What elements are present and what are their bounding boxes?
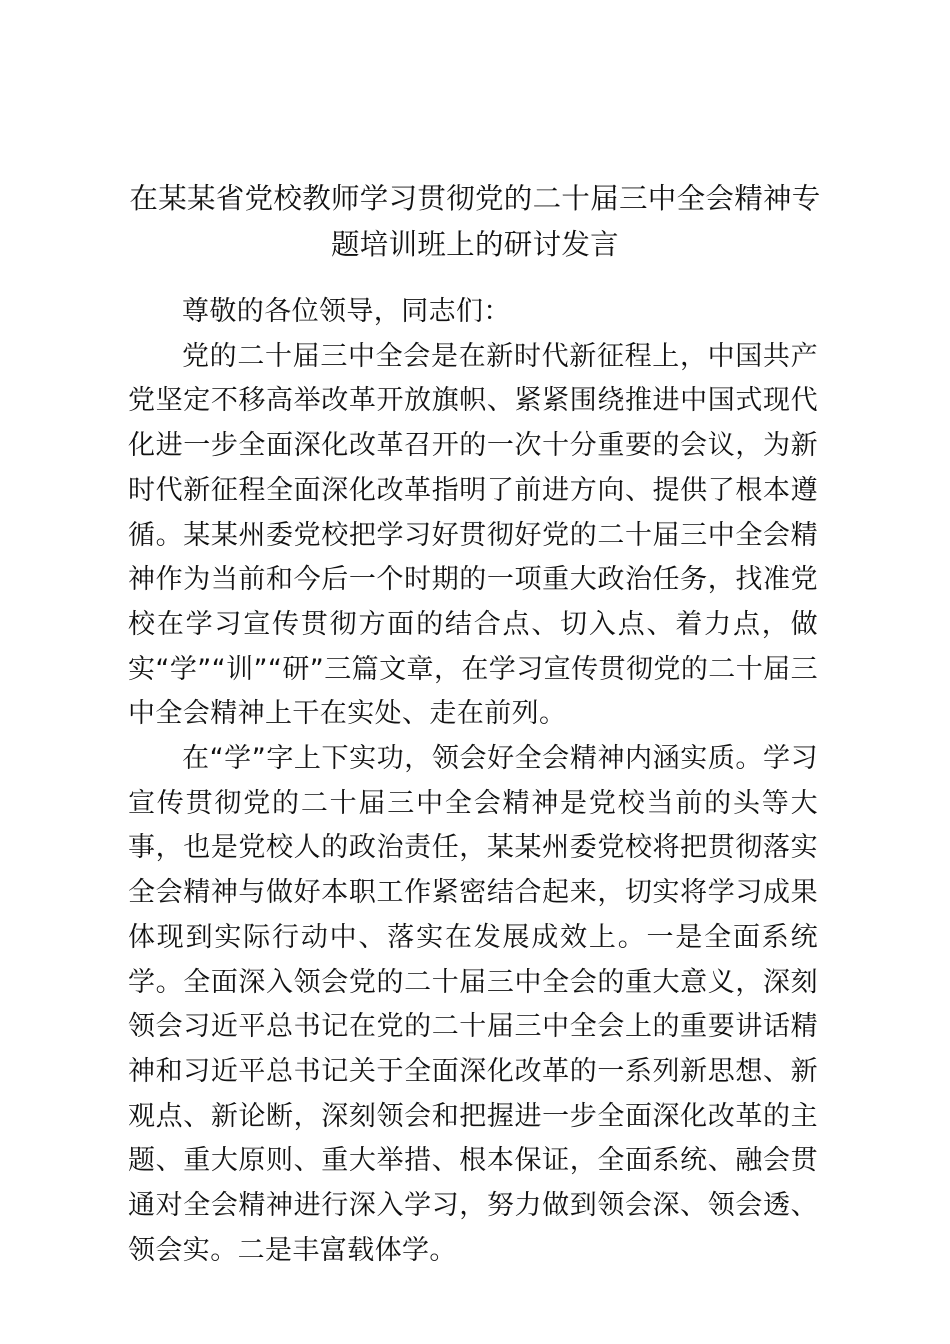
greeting: 尊敬的各位领导，同志们： <box>182 296 511 327</box>
paragraph-2: 在“学”字上下实功，领会好全会精神内涵实质。学习宣传贯彻党的二十届三中全会精神是党校当前的头等大事，也是党校人的政治责任，某某州委党校将把贯彻落实全会精神与做好本职工作紧密结合起来，切实将学习成果体现到实际行动中、落实在发展成效上。一是全面系统学。全面深入领会党的二十届三中全会的重大意义，深刻领会习近平总书记在党的二十届三中全会上的重要讲话精神和习近平总书记关于全面深化改革的一系列新思想、新观点、新论断，深刻领会和把握进一步全面深化改革的主题、重大原则、重大举措、根本保证，全面系统、融会贯通对全会精神进行深入学习，努力做到领会深、领会透、领会实。二是丰富载体学。 <box>128 743 818 1266</box>
paragraph-1: 党的二十届三中全会是在新时代新征程上，中国共产党坚定不移高举改革开放旗帜、紧紧围绕推进中国式现代化进一步全面深化改革召开的一次十分重要的会议，为新时代新征程全面深化改革指明了前进方向、提供了根本遵循。某某州委党校把学习好贯彻好党的二十届三中全会精神作为当前和今后一个时期的一项重大政治任务，找准党校在学习宣传贯彻方面的结合点、切入点、着力点，做实“学”“训”“研”三篇文章，在学习宣传贯彻党的二十届三中全会精神上干在实处、走在前列。 <box>128 340 818 730</box>
document-title: 在某某省党校教师学习贯彻党的二十届三中全会精神专题培训班上的研讨发言 <box>129 182 821 261</box>
document-body <box>128 290 818 1273</box>
